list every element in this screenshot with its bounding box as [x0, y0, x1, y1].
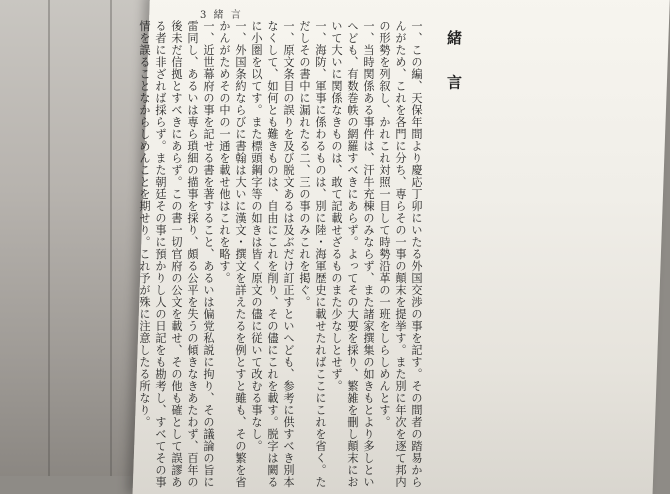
paragraph: 一、原文条目の誤りを及び脱文あるは及ぶだけ訂正すといへども、参考に供すべき別本なくして、如何とも難きものは、自由にこれを削り、その儘にこれを載す。脱字は闕るに小圏を以てす。また標頭鋼字等の如きは皆く原文の儘に従いて改むる事なし。 [250, 20, 295, 488]
paragraph: 一、当時関係ある事件は、汗牛充棟のみならず、また諸家撰集の如きもとより多しといへども、有数巻帙の網羅すべきにあらず。よってその大要を採り、繁雑を刪し顛末において大いに関係なきものは、敢て記載せざるものまた少なしとせず。 [330, 20, 375, 488]
paragraph: 一、海防、軍事に係わるものは、別に陸・海軍歴史に載せたればここにこれを省く。ただしその書中に漏れたる二、三の事のみこれを掲ぐ。 [298, 20, 327, 488]
body-text [138, 20, 424, 490]
page-title: 緒 言 [445, 30, 463, 102]
paragraph: 一、この編、天保年間より慶応丁卯にいたる外国交渉の事を記す。その間者の踏易からんがため、これを各門に分ち、専らその一事の顛末を提挙す。また別に年次を逐て邦内の形勢を列叙し、かれこれ対照一目して時勢沿革の一班をしらしめんとす。 [378, 20, 423, 488]
wood-plank-seam [110, 0, 112, 476]
wood-plank-seam [48, 0, 50, 476]
paragraph: 一、近世幕府の事を記せる書を著すること、あるいは偏党私説に拘り、その議論の旨に雷同し、あるいは専ら瑣細の描事を採り、頗る公平を失うの傾きなきあたわず、百年の後未だ信拠とすべきにあらず。この書一切官府の公文を載せ、その他も確として誤謬ある者に非ざれば採らず。また朝廷その事に預かりし人の日記をも勘考し、すべてその事情を誤ることなからしめんことを期せり。これ予が殊に注意したる所なり。 [138, 20, 215, 488]
running-header: 3 緒 言 [200, 10, 243, 21]
paragraph: 一、外国条約ならびに書翰は大いに漢文・撰文を詳えたるを例とすと雖も、その繁を省かんがためその中の一通を載せ他はこれを略す。 [218, 20, 247, 488]
